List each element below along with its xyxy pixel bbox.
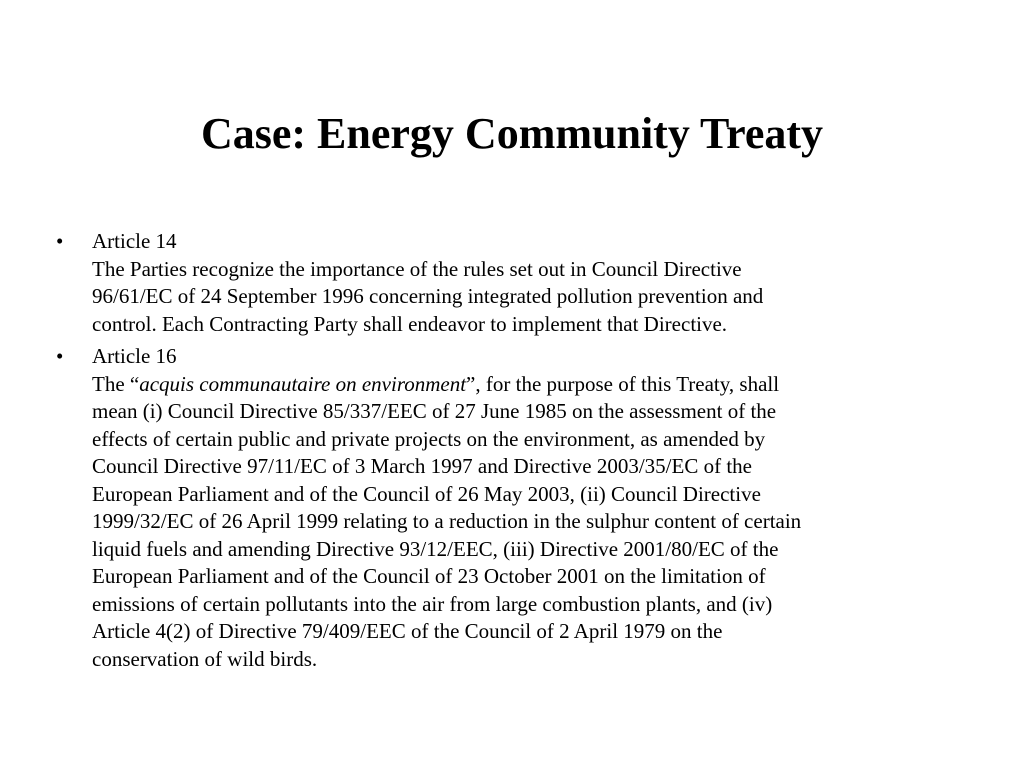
article-16-text-line: European Parliament and of the Council of 26 May 2003, (ii) Council Directive	[92, 481, 761, 506]
article-14-body	[92, 228, 976, 338]
article-14-text-line: control. Each Contracting Party shall endeavor to implement that Directive.	[92, 311, 728, 336]
article-16-text-line: Article 4(2) of Directive 79/409/EEC of the Council of 2 April 1979 on the	[92, 619, 723, 643]
article-16-text-line: effects of certain public and private projects on the environment, as amended by	[92, 426, 766, 451]
bullet-marker: •	[56, 344, 64, 368]
slide-title: Case: Energy Community Treaty	[200, 109, 824, 158]
article-14-text-line: The Parties recognize the importance of the rules set out in Council Directive	[92, 256, 742, 281]
article-16-heading: Article 16	[92, 344, 177, 368]
bullet-item-article-14	[56, 228, 976, 338]
article-14-heading: Article 14	[92, 229, 177, 253]
bullet-marker: •	[56, 229, 64, 253]
article-16-text-line: conservation of wild birds.	[92, 646, 318, 671]
article-16-quote-open: The “	[92, 371, 140, 396]
article-16-text-line	[92, 371, 976, 399]
article-16-quote-close: ”, for the purpose of this Treaty, shall	[466, 371, 780, 396]
article-16-text-line: 1999/32/EC of 26 April 1999 relating to a reduction in the sulphur content of certain	[92, 509, 802, 533]
article-14-text-line: 96/61/EC of 24 September 1996 concerning integrated pollution prevention and	[92, 284, 764, 308]
bullet-item-article-16	[56, 343, 976, 673]
article-16-text-line: emissions of certain pollutants into the air from large combustion plants, and (iv)	[92, 591, 773, 616]
article-16-text-line: Council Directive 97/11/EC of 3 March 1997 and Directive 2003/35/EC of the	[92, 454, 752, 478]
bullet-list	[56, 228, 976, 678]
article-16-text-line: European Parliament and of the Council of 23 October 2001 on the limitation of	[92, 564, 766, 588]
acquis-term: acquis communautaire on environment	[139, 371, 467, 396]
article-16-body	[92, 343, 976, 673]
article-16-text-line: mean (i) Council Directive 85/337/EEC of 27 June 1985 on the assessment of the	[92, 399, 777, 423]
article-16-text-line: liquid fuels and amending Directive 93/12/EEC, (iii) Directive 2001/80/EC of the	[92, 536, 779, 561]
